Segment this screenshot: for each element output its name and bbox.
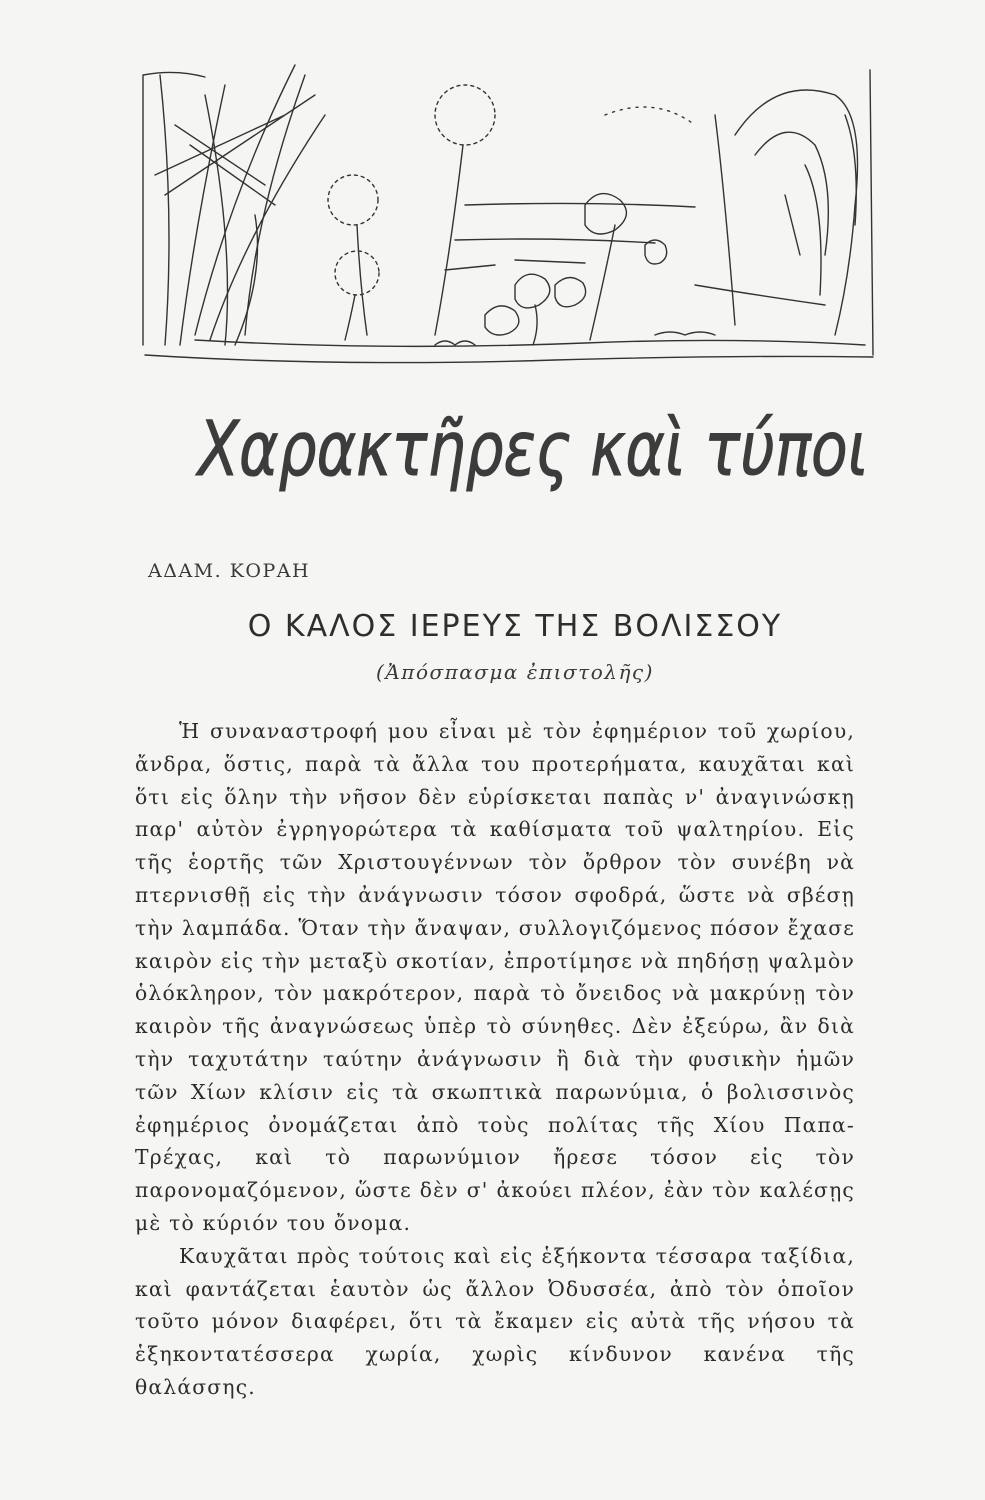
article-body <box>135 715 855 1404</box>
paragraph: Ἡ συναναστροφή μου εἶναι μὲ τὸν ἐφημέριον τοῦ χωρίου, ἄνδρα, ὅστις, παρὰ τὰ ἄλλα του προτερήματα, καυχᾶται καὶ ὅτι εἰς ὅλην τὴν νῆσον δὲν εὑρίσκεται παπὰς ν' ἀναγινώσκῃ παρ' αὐτὸν ἐγρηγορώτερα τὰ καθίσματα τοῦ ψαλτηρίου. Εἰς τῆς ἑορτῆς τῶν Χριστουγέννων τὸν ὄρθρον τὸν συνέβη νὰ πτερνισθῇ εἰς τὴν ἀνάγνωσιν τόσον σφοδρά, ὥστε νὰ σβέσῃ τὴν λαμπάδα. Ὅταν τὴν ἄναψαν, συλλογιζόμενος πόσον ἔχασε καιρὸν εἰς τὴν μεταξὺ σκοτίαν, ἐπροτίμησε νὰ πηδήσῃ ψαλμὸν ὁλόκληρον, τὸν μακρότερον, παρὰ τὸ ὄνειδος νὰ μακρύνῃ τὸν καιρὸν τῆς ἀναγνώσεως ὑπὲρ τὸ σύνηθες. Δὲν ἐξεύρω, ἂν διὰ τὴν ταχυτάτην ταύτην ἀνάγνωσιν ἢ διὰ τὴν φυσικὴν ἡμῶν τῶν Χίων κλίσιν εἰς τὰ σκωπτικὰ παρωνύμια, ὁ βολισσινὸς ἐφημέριος ὀνομάζεται ἀπὸ τοὺς πολίτας τῆς Χίου Παπα-Τρέχας, καὶ τὸ παρωνύμιον ἤρεσε τόσον εἰς τὸν παρονομαζόμενον, ὥστε δὲν σ' ἀκούει πλέον, ἐὰν τὸν καλέσῃς μὲ τὸ κύριόν του ὄνομα. <box>135 719 855 1235</box>
section-title-lettering <box>190 375 880 515</box>
article-title <box>0 609 985 644</box>
article-subtitle-text: (Ἀπόσπασμα ἐπιστολῆς) <box>376 660 654 684</box>
header-illustration <box>135 55 880 385</box>
article-subtitle <box>0 660 985 684</box>
section-title-text: Χαρακτῆρες καὶ τύποι <box>194 404 868 493</box>
article-title-text: Ο ΚΑΛΟΣ ΙΕΡΕΥΣ ΤΗΣ ΒΟΛΙΣΣΟΥ <box>247 609 783 644</box>
paragraph: Καυχᾶται πρὸς τούτοις καὶ εἰς ἑξήκοντα τέσσαρα ταξίδια, καὶ φαντάζεται ἑαυτὸν ὡς ἄλλον Ὀδυσσέα, ἀπὸ τὸν ὁποῖον τοῦτο μόνον διαφέρει, ὅτι τὰ ἔκαμεν εἰς αὐτὰ τῆς νήσου τὰ ἑξηκοντατέσσερα χωρία, χωρὶς κίνδυνον κανένα τῆς θαλάσσης. <box>135 1243 855 1399</box>
author-name: ΑΔΑΜ. ΚΟΡΑΗ <box>148 560 311 582</box>
